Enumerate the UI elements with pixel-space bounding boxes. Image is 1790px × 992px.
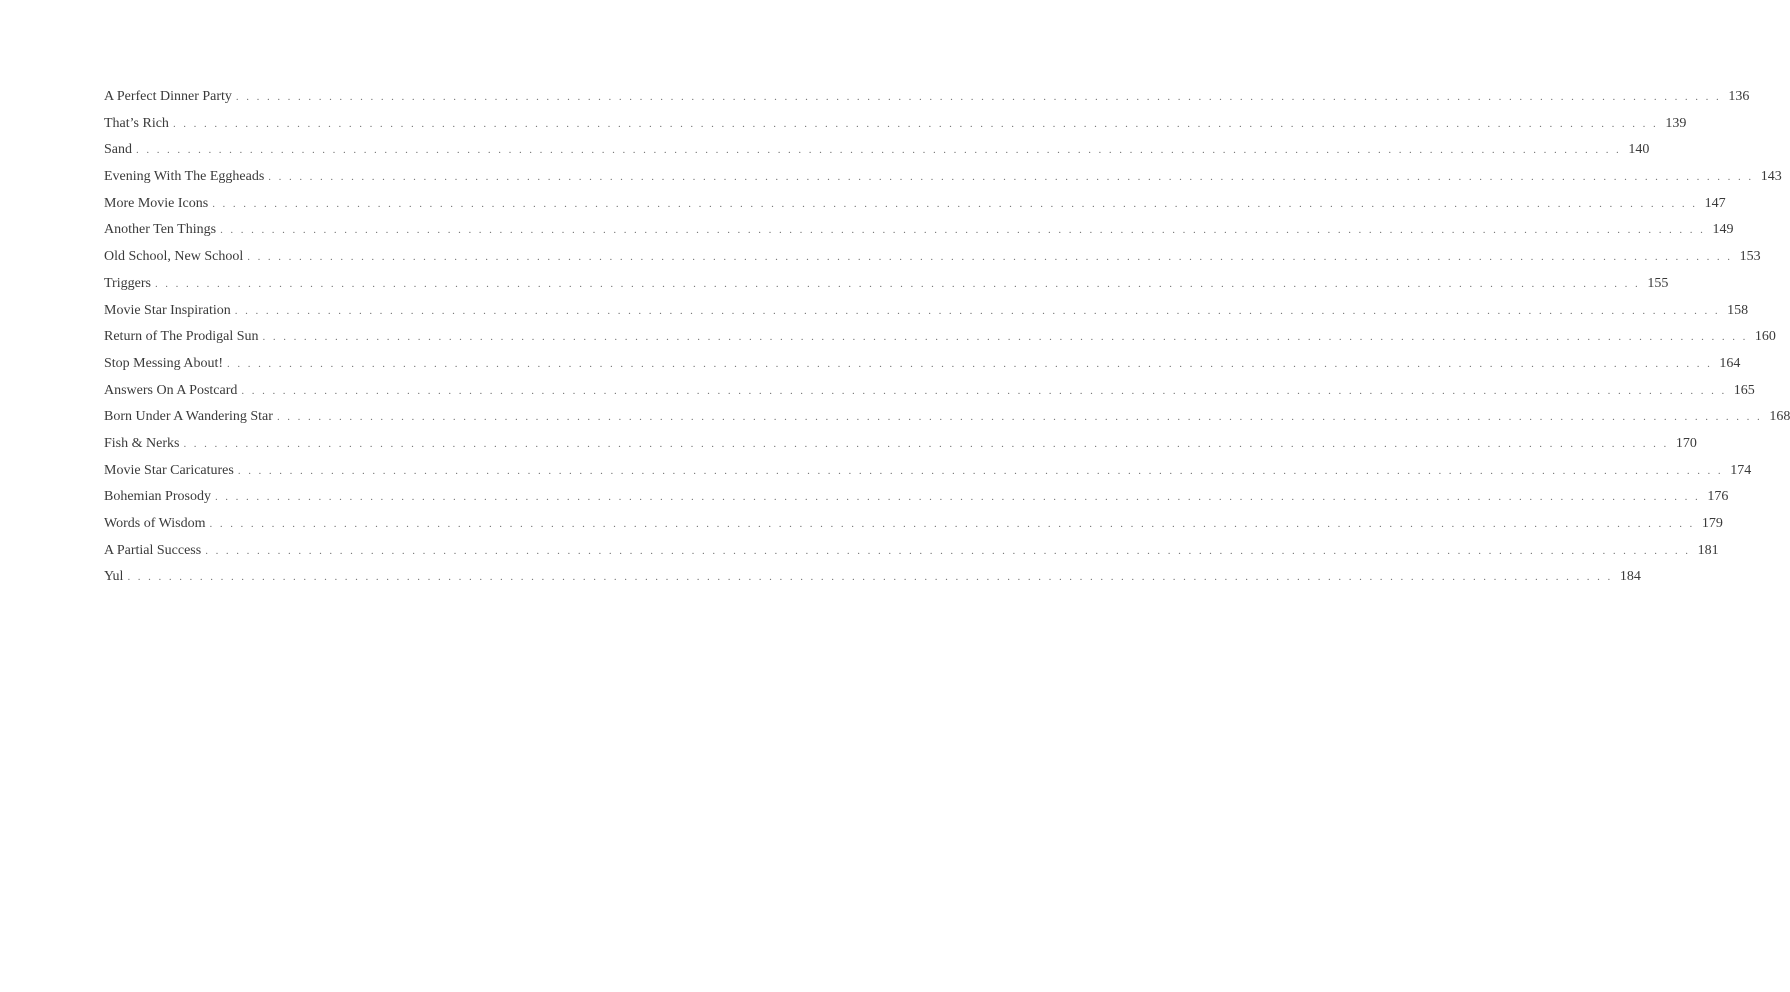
toc-entry[interactable] [104,217,1734,244]
toc-entry-title: Another Ten Things [104,222,217,238]
toc-entry-page: 168 [1769,409,1790,425]
toc-entry-page: 174 [1730,462,1752,478]
toc-entry-page: 170 [1675,435,1697,451]
toc-dot-leader: ................................................................................................................................................ [214,491,1706,504]
toc-entry[interactable] [104,164,1782,191]
toc-entry-page: 139 [1665,115,1687,131]
toc-entry[interactable] [104,431,1697,458]
toc-entry-page: 158 [1727,302,1749,318]
toc-dot-leader: ................................................................................................................................................ [241,384,1732,397]
toc-entry[interactable] [104,538,1719,565]
toc-entry-title: Triggers [104,275,151,291]
toc-entry-title: Return of The Prodigal Sun [104,329,259,345]
toc-entry[interactable] [104,298,1749,325]
toc-dot-leader: ................................................................................................................................................ [227,357,1718,370]
toc-entry-page: 164 [1719,355,1741,371]
toc-entry-title: Yul [104,569,124,585]
toc-entry[interactable] [104,84,1750,111]
toc-entry-page: 184 [1619,569,1641,585]
toc-dot-leader: ................................................................................................................................................ [247,251,1738,264]
toc-entry-title: Answers On A Postcard [104,382,238,398]
toc-entry[interactable] [104,191,1726,218]
toc-dot-leader: ................................................................................................................................................ [235,91,1727,103]
toc-dot-leader: ................................................................................................................................................ [209,518,1700,530]
toc-entry-page: 149 [1712,222,1734,238]
toc-entry-title: Fish & Nerks [104,435,180,451]
toc-entry-page: 160 [1754,329,1776,345]
toc-entry-page: 165 [1733,382,1755,398]
toc-entry-title: Words of Wisdom [104,516,206,531]
toc-entry-title: Movie Star Caricatures [104,462,234,478]
toc-entry-title: Born Under A Wandering Star [104,409,273,425]
toc-entry-page: 136 [1728,89,1750,104]
toc-entry[interactable] [104,351,1741,378]
toc-entry-title: More Movie Icons [104,195,209,211]
toc-dot-leader: ................................................................................................................................................ [234,304,1726,317]
toc-entry-title: A Partial Success [104,542,202,558]
toc-entry-title: A Perfect Dinner Party [104,89,232,104]
toc-dot-leader: ................................................................................................................................................ [212,197,1703,210]
toc-entry-page: 176 [1707,489,1729,505]
toc-entry[interactable] [104,404,1790,431]
toc-dot-leader: ................................................................................................................................................ [127,571,1618,584]
toc-dot-leader: ................................................................................................................................................ [154,277,1646,290]
toc-entry[interactable] [104,484,1729,511]
toc-entry-page: 155 [1647,275,1669,291]
toc-entry-page: 143 [1760,169,1782,185]
toc-dot-leader: ................................................................................................................................................ [268,171,1759,184]
toc-entry[interactable] [104,511,1723,538]
toc-entry-page: 153 [1739,249,1761,265]
toc-entry-page: 140 [1628,142,1650,158]
toc-entry-page: 179 [1701,516,1723,531]
toc-entry[interactable] [104,378,1755,405]
toc-entry[interactable] [104,271,1669,298]
toc-dot-leader: ................................................................................................................................................ [183,437,1674,450]
toc-entry[interactable] [104,324,1776,351]
toc-entry-page: 181 [1697,542,1719,558]
toc-entry[interactable] [104,564,1641,591]
toc-entry[interactable] [104,458,1752,485]
table-of-contents [104,84,1790,591]
toc-entry-title: Old School, New School [104,249,244,265]
toc-entry[interactable] [104,111,1687,138]
toc-dot-leader: ................................................................................................................................................ [276,411,1768,424]
toc-entry-title: Bohemian Prosody [104,489,211,505]
toc-entry[interactable] [104,244,1761,271]
toc-dot-leader: ................................................................................................................................................ [220,224,1711,237]
toc-dot-leader: ................................................................................................................................................ [205,544,1696,557]
toc-entry-title: Sand [104,142,132,158]
toc-entry-title: Stop Messing About! [104,355,224,371]
toc-entry[interactable] [104,137,1650,164]
toc-dot-leader: ................................................................................................................................................ [237,464,1729,477]
toc-dot-leader: ................................................................................................................................................ [172,117,1664,130]
toc-entry-page: 147 [1704,195,1726,211]
toc-entry-title: Evening With The Eggheads [104,169,265,185]
toc-entry-title: That’s Rich [104,115,169,131]
toc-dot-leader: ................................................................................................................................................ [136,144,1627,157]
toc-dot-leader: ................................................................................................................................................ [262,331,1753,344]
toc-entry-title: Movie Star Inspiration [104,302,231,318]
